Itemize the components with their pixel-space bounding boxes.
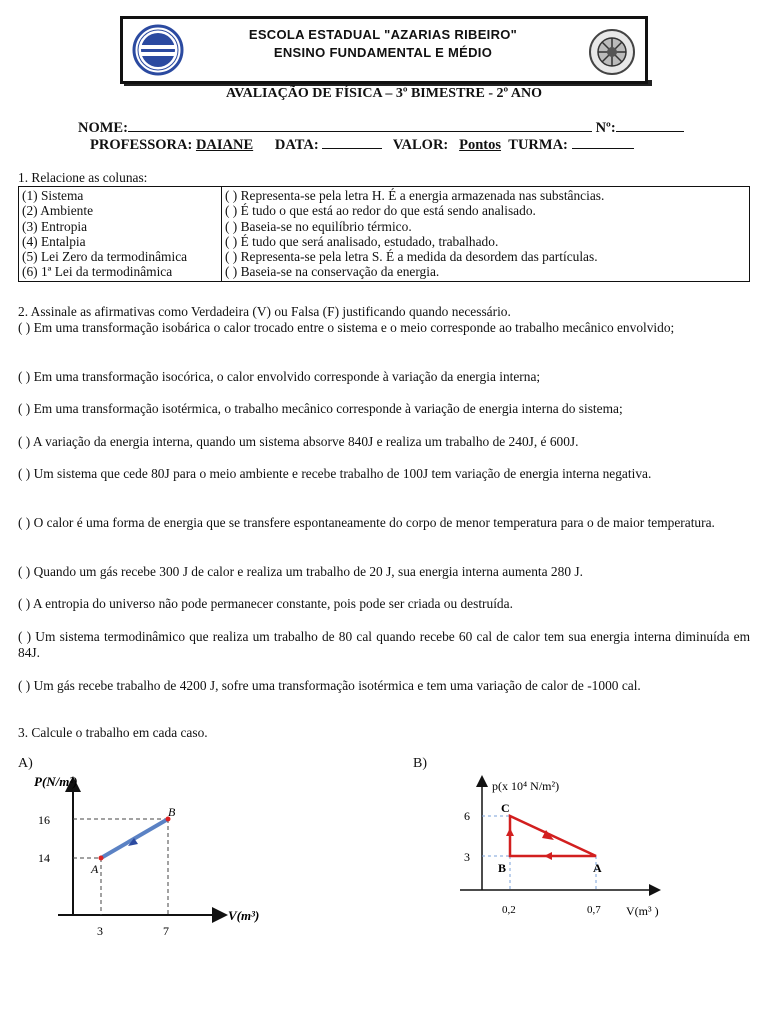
true-false-item[interactable]: ( ) Um sistema que cede 80J para o meio ambiente e recebe trabalho de 100J tem variação de energia interna negativa.	[18, 466, 652, 481]
date-field[interactable]	[322, 136, 382, 149]
graph-b-label: B)	[413, 756, 427, 771]
graph-b-point-b-label: B	[498, 861, 507, 875]
name-field[interactable]	[128, 119, 592, 132]
number-label: Nº:	[595, 120, 616, 136]
matching-definition[interactable]: ( ) Representa-se pela letra S. É a medida da desordem das partículas.	[225, 249, 598, 265]
graph-a-point-a-label: A	[91, 862, 99, 876]
matching-definition[interactable]: ( ) Representa-se pela letra H. É a energia armazenada nas substâncias.	[225, 188, 605, 203]
true-false-item[interactable]: ( ) Em uma transformação isotérmica, o trabalho mecânico corresponde à variação de energia interna do sistema;	[18, 401, 623, 416]
matching-term: (5) Lei Zero da termodinâmica	[22, 249, 188, 265]
graph-b-y-axis-label: p(x 10⁴ N/m²)	[492, 779, 560, 793]
true-false-item[interactable]: ( ) Um sistema termodinâmico que realiza um trabalho de 80 cal quando recebe 60 cal de calor tem sua energia interna diminuída em 84J.	[18, 629, 750, 660]
name-label: NOME:	[78, 120, 128, 136]
graph-a-x-tick: 3	[97, 924, 103, 938]
matching-term: (3) Entropia	[22, 218, 88, 234]
graph-a-process-line	[101, 819, 168, 858]
graph-a-y-tick: 16	[38, 813, 50, 827]
graph-b-x-tick: 0,2	[502, 904, 516, 916]
matching-term: (1) Sistema	[22, 188, 84, 203]
school-header	[120, 16, 648, 84]
graph-b-x-tick: 0,7	[587, 904, 601, 916]
class-field[interactable]	[572, 136, 634, 149]
graph-a-point-b-label: B	[168, 805, 176, 819]
graph-a	[28, 770, 288, 940]
true-false-item[interactable]: ( ) Quando um gás recebe 300 J de calor e realiza um trabalho de 20 J, sua energia interna aumenta 280 J.	[18, 564, 583, 579]
graph-b	[440, 770, 680, 930]
graph-a-x-tick: 7	[163, 924, 169, 938]
teacher-name: DAIANE	[195, 137, 254, 153]
matching-definition[interactable]: ( ) Baseia-se no equilíbrio térmico.	[225, 218, 412, 234]
value-label: VALOR:	[392, 137, 449, 153]
true-false-item[interactable]: ( ) A entropia do universo não pode permanecer constante, pois pode ser criada ou destruída.	[18, 596, 513, 611]
school-logo-icon	[127, 23, 189, 77]
date-label: DATA:	[274, 137, 319, 153]
graph-b-cycle	[510, 816, 596, 856]
school-name: ESCOLA ESTADUAL "AZARIAS RIBEIRO"	[248, 27, 518, 42]
matching-term: (2) Ambiente	[22, 203, 94, 219]
matching-table	[18, 186, 750, 282]
matching-definition[interactable]: ( ) É tudo o que está ao redor do que está sendo analisado.	[225, 203, 536, 219]
matching-definition[interactable]: ( ) É tudo que será analisado, estudado, trabalhado.	[225, 233, 499, 249]
graph-b-y-tick: 6	[464, 809, 470, 823]
graph-a-y-axis-label: P(N/m²)	[34, 774, 78, 789]
student-info-line	[78, 119, 684, 137]
matching-term: (6) 1ª Lei da termodinâmica	[22, 264, 173, 280]
graph-a-label: A)	[18, 756, 33, 771]
graph-a-x-axis-label: V(m³)	[228, 908, 260, 923]
state-seal-icon	[585, 25, 639, 79]
graph-b-arrow-ab	[544, 852, 552, 860]
school-subtitle: ENSINO FUNDAMENTAL E MÉDIO	[273, 45, 493, 60]
graph-b-x-axis-label: V(m³ )	[626, 904, 659, 918]
graph-a-point-a	[99, 856, 104, 861]
exam-title: AVALIAÇÃO DE FÍSICA – 3º BIMESTRE - 2º ANO	[225, 86, 542, 101]
graph-b-y-tick: 3	[464, 850, 470, 864]
question-2-title: 2. Assinale as afirmativas como Verdadeira (V) ou Falsa (F) justificando quando necessário.	[18, 304, 511, 319]
graph-b-point-a-label: A	[593, 861, 602, 875]
matching-term: (4) Entalpia	[22, 233, 86, 249]
true-false-item[interactable]: ( ) Um gás recebe trabalho de 4200 J, sofre uma transformação isotérmica e tem uma variação de calor de -1000 cal.	[18, 678, 641, 693]
class-label: TURMA:	[508, 137, 568, 153]
question-3-title: 3. Calcule o trabalho em cada caso.	[18, 725, 208, 740]
matching-right-column	[222, 187, 750, 282]
graph-b-point-c-label: C	[501, 801, 510, 815]
true-false-item[interactable]: ( ) O calor é uma forma de energia que se transfere espontaneamente do corpo de menor temperatura para o de maior temperatura.	[18, 515, 715, 530]
matching-definition[interactable]: ( ) Baseia-se na conservação da energia.	[225, 264, 440, 280]
number-field[interactable]	[616, 119, 684, 132]
matching-left-column	[19, 187, 222, 282]
true-false-item[interactable]: ( ) Em uma transformação isocórica, o calor envolvido corresponde à variação da energia interna;	[18, 369, 541, 384]
graph-a-y-tick: 14	[38, 851, 50, 865]
question-1-title: 1. Relacione as colunas:	[18, 170, 148, 185]
teacher-label: PROFESSORA:	[90, 137, 193, 153]
graph-b-arrow-bc	[506, 828, 514, 836]
value-unit: Pontos	[459, 137, 502, 153]
true-false-item[interactable]: ( ) Em uma transformação isobárica o calor trocado entre o sistema e o meio corresponde ao trabalho mecânico envolvido;	[18, 320, 675, 335]
exam-info-line	[90, 136, 634, 154]
true-false-item[interactable]: ( ) A variação da energia interna, quando um sistema absorve 840J e realiza um trabalho de 240J, é 600J.	[18, 434, 579, 449]
